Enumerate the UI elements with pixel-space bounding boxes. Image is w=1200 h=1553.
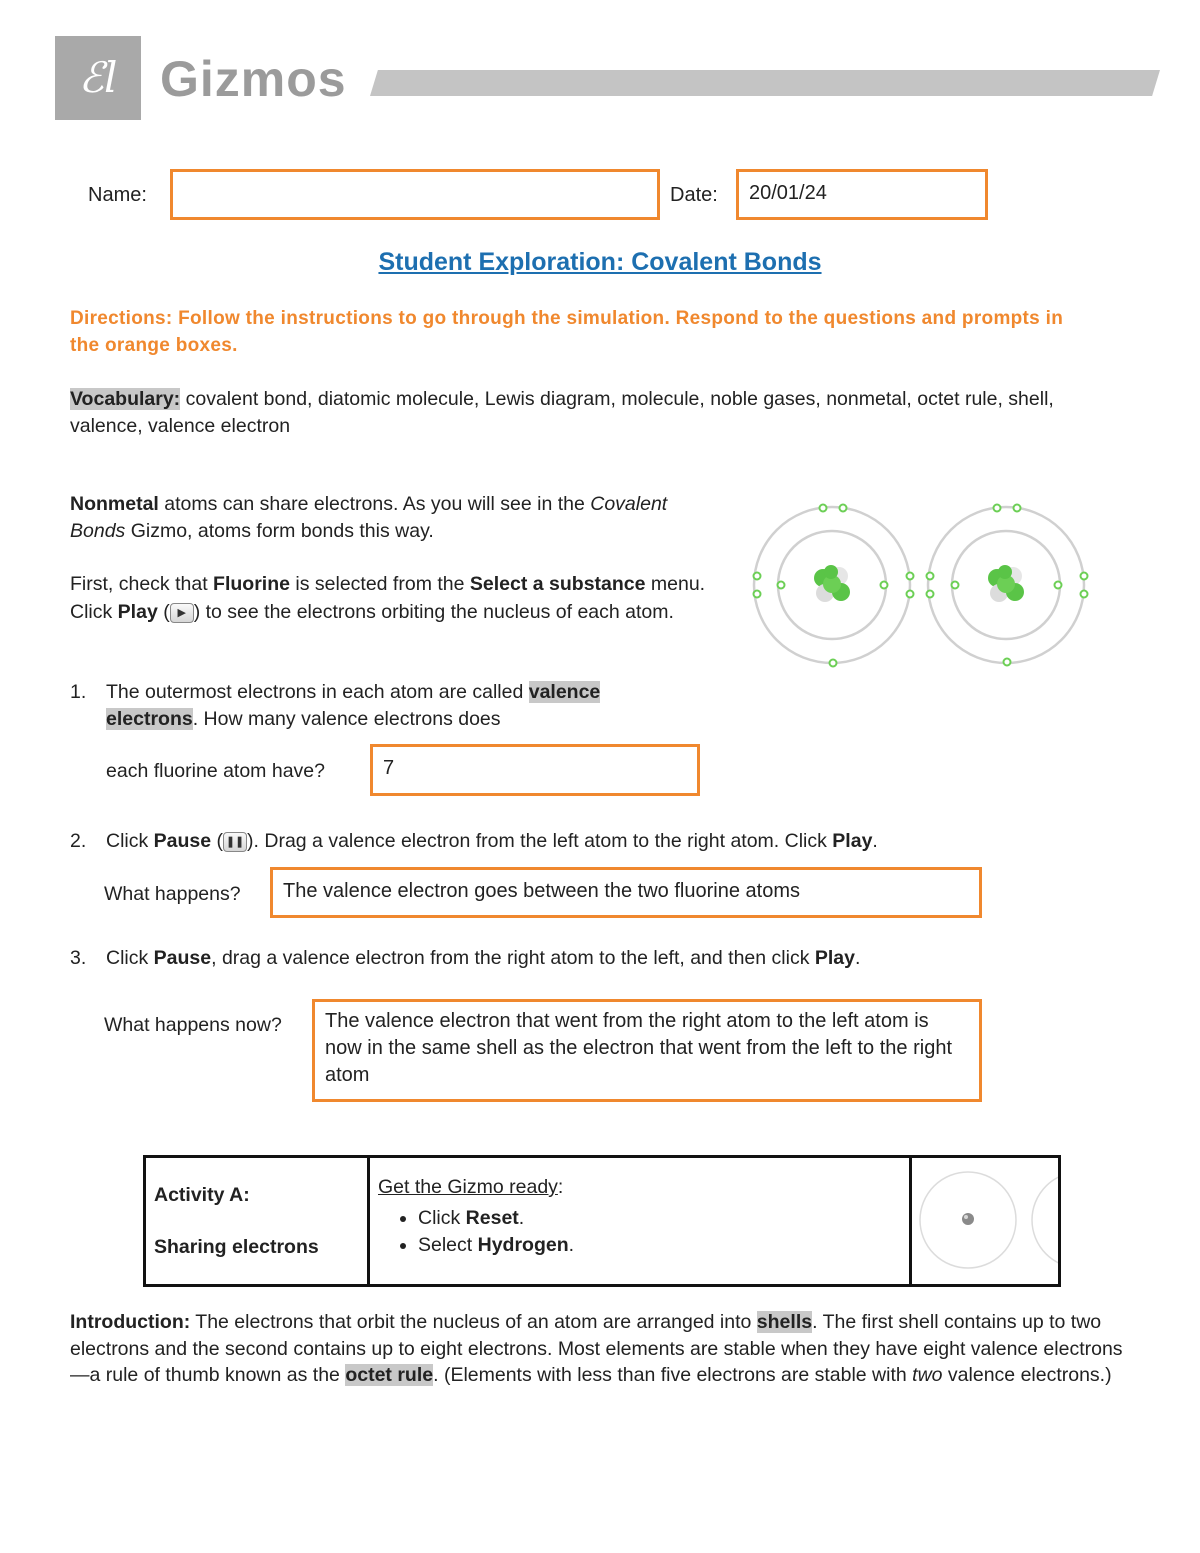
intro-text-end: Gizmo, atoms form bonds this way. — [125, 520, 434, 542]
activity-header-cell — [145, 1157, 369, 1286]
directions-text: Directions: Follow the instructions to go through the simulation. Respond to the questions and prompts in the orange boxes. — [70, 308, 1064, 356]
q3-prompt: What happens now? — [104, 1014, 282, 1036]
fluorine-atoms-diagram — [745, 498, 1095, 670]
pause-term: Pause — [153, 830, 212, 852]
q1-answer-box[interactable]: 7 — [370, 744, 700, 796]
play-term: Play — [117, 601, 158, 623]
gizmo-ready-heading: Get the Gizmo ready — [378, 1176, 558, 1198]
introduction-text-b: . The first shell contains up to two electrons and the second contains up to eight electrons. Most elements are stable when they have eight valence electrons—a rule of thumb known as the — [70, 1311, 1123, 1386]
step2-text: Select — [418, 1234, 478, 1256]
q1-text-a: The outermost electrons in each atom are called — [106, 681, 529, 703]
step2-end: . — [568, 1234, 575, 1256]
name-label: Name: — [88, 184, 147, 206]
intro-paragraph-2 — [70, 570, 710, 626]
intro-paragraph-1 — [70, 491, 670, 545]
valence-electrons-term: valence electrons — [106, 681, 601, 730]
play-icon: ▶ — [170, 603, 194, 623]
vocabulary-terms: covalent bond, diatomic molecule, Lewis diagram, molecule, noble gases, nonmetal, octet rule, shell, valence, valence electron — [70, 388, 1054, 437]
pause-icon: ❚❚ — [223, 832, 247, 852]
list-item — [418, 1205, 901, 1232]
q3-number: 3. — [70, 947, 87, 969]
introduction-label: Introduction: — [70, 1311, 191, 1333]
activity-image-cell — [911, 1157, 1060, 1286]
step1-end: . — [518, 1207, 525, 1229]
activity-label: Activity A: — [154, 1184, 250, 1206]
introduction-text-a: The electrons that orbit the nucleus of an atom are arranged into — [190, 1311, 757, 1333]
reset-term: Reset — [465, 1207, 519, 1229]
activity-name: Sharing electrons — [154, 1236, 319, 1258]
p2-text-b: is selected from the — [289, 573, 470, 595]
nonmetal-term: Nonmetal — [70, 493, 159, 515]
two-emphasis: two — [912, 1364, 943, 1386]
select-substance-term: Select a substance — [469, 573, 646, 595]
name-field[interactable] — [170, 169, 660, 220]
brand-name: Gizmos — [160, 51, 347, 107]
intro-text: atoms can share electrons. As you will see in the — [158, 493, 591, 515]
q3-text-a: Click — [106, 947, 154, 969]
list-item — [418, 1232, 901, 1259]
gizmo-ready-colon: : — [557, 1176, 564, 1198]
step1-text: Click — [418, 1207, 466, 1229]
q2-text-d: . — [872, 830, 878, 852]
q2-prompt: What happens? — [104, 883, 241, 905]
q1-prompt: each fluorine atom have? — [106, 760, 325, 782]
q2-answer-box[interactable]: The valence electron goes between the two fluorine atoms — [270, 867, 982, 918]
left-nucleus — [814, 565, 850, 602]
vocabulary — [70, 386, 1130, 440]
vocabulary-label: Vocabulary: — [70, 388, 181, 410]
play-term-2: Play — [832, 830, 873, 852]
p2-text-d: ( — [157, 601, 170, 623]
q2-text-a: Click — [106, 830, 154, 852]
shells-term: shells — [756, 1311, 813, 1333]
p2-text-a: First, check that — [70, 573, 214, 595]
introduction-text-d: valence electrons.) — [942, 1364, 1112, 1386]
play-term-3: Play — [814, 947, 855, 969]
hydrogen-term: Hydrogen — [477, 1234, 569, 1256]
header-bar — [370, 70, 1160, 96]
date-label: Date: — [670, 184, 718, 206]
q3-text-b: , drag a valence electron from the right atom to the left, and then click — [211, 947, 815, 969]
date-field[interactable]: 20/01/24 — [736, 169, 988, 220]
page-title: Student Exploration: Covalent Bonds — [378, 248, 822, 276]
activity-instructions-cell — [369, 1157, 911, 1286]
p2-text-e: ) to see the electrons orbiting the nucleus of each atom. — [193, 601, 674, 623]
p2-text-c: menu. Click — [70, 573, 706, 623]
hydrogen-atom-image — [912, 1158, 1058, 1277]
q1-text — [106, 679, 686, 733]
q1-text-b: . How many valence electrons does — [192, 708, 501, 730]
q2-number: 2. — [70, 830, 87, 852]
q2-text — [106, 828, 1106, 855]
pause-term-3: Pause — [153, 947, 212, 969]
q2-text-b: ( — [211, 830, 224, 852]
q3-text-c: . — [855, 947, 861, 969]
gizmo-name: Covalent Bonds — [70, 493, 668, 542]
q2-text-c: ). Drag a valence electron from the left atom to the right atom. Click — [247, 830, 833, 852]
q1-number: 1. — [70, 681, 87, 703]
q3-text — [106, 945, 1106, 972]
q3-answer-box[interactable]: The valence electron that went from the right atom to the left atom is now in the same shell as the electron that went from the left to the right atom — [312, 999, 982, 1102]
gizmos-logo-mark: ℰl — [55, 36, 141, 120]
right-nucleus — [988, 565, 1024, 602]
introduction-paragraph — [70, 1309, 1132, 1389]
octet-rule-term: octet rule — [345, 1364, 434, 1386]
fluorine-term: Fluorine — [213, 573, 290, 595]
activity-steps — [378, 1205, 901, 1259]
introduction-text-c: . (Elements with less than five electrons are stable with — [433, 1364, 913, 1386]
activity-table — [143, 1155, 1061, 1287]
